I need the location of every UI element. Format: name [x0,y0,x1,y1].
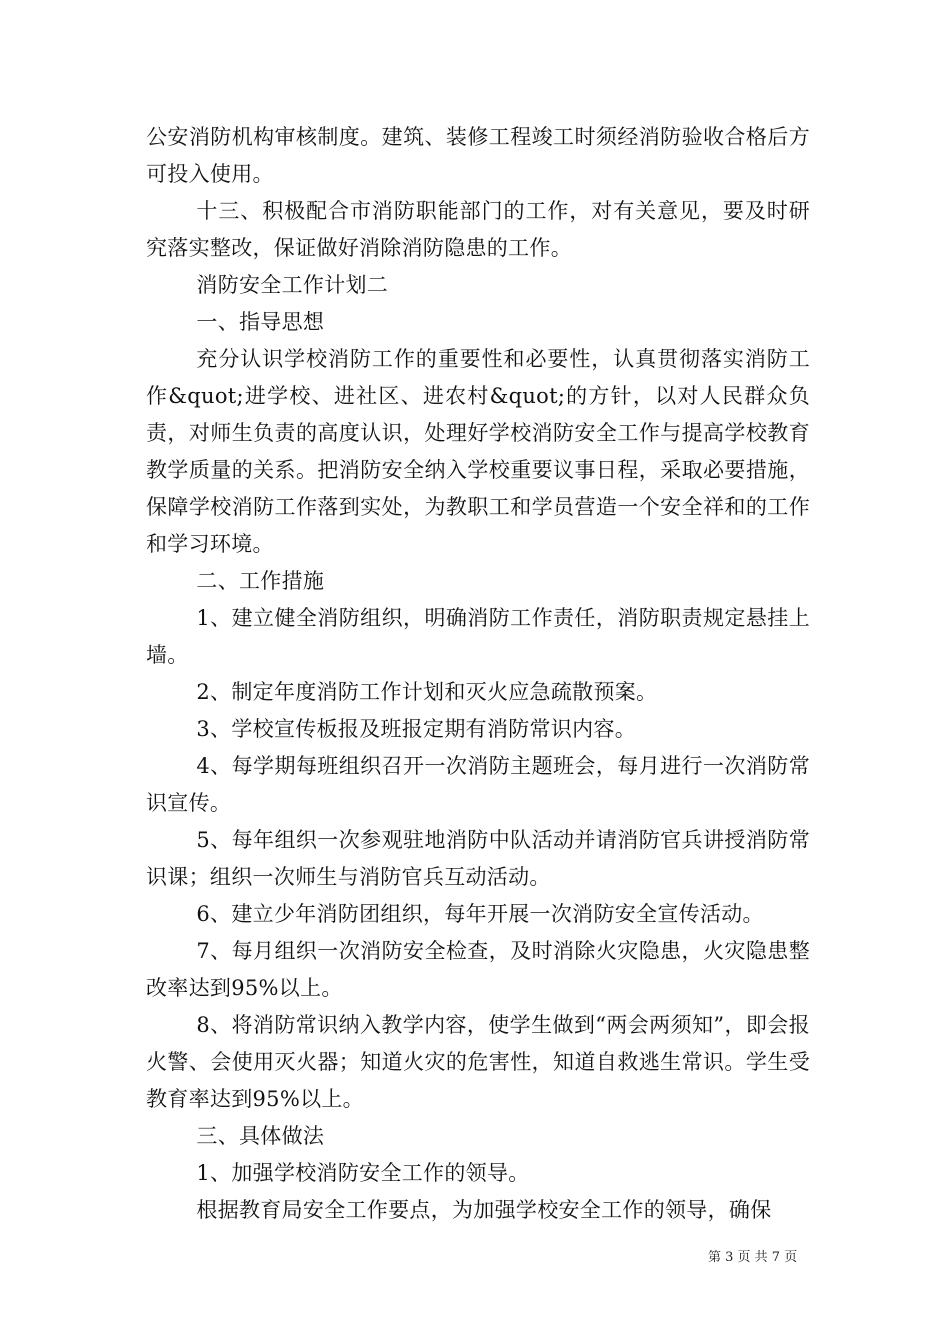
measure-item-8: 8、将消防常识纳入教学内容，使学生做到“两会两须知”，即会报火警、会使用灭火器；知道火灾的危害性，知道自救逃生常识。学生受教育率达到95%以上。 [146,1013,810,1111]
document-body [146,119,810,1229]
section-title: 消防安全工作计划二 [196,273,389,297]
page-number-footer: 第 3 页 共 7 页 [708,1250,798,1265]
paragraph-last: 根据教育局安全工作要点，为加强学校安全工作的领导，确保 [196,1198,772,1222]
heading-work-measures: 二、工作措施 [196,569,325,593]
measure-item-6: 6、建立少年消防团组织，每年开展一次消防安全宣传活动。 [196,902,764,926]
measure-item-3: 3、学校宣传板报及班报定期有消防常识内容。 [196,717,637,741]
measure-item-5: 5、每年组织一次参观驻地消防中队活动并请消防官兵讲授消防常识课；组织一次师生与消防官兵互动活动。 [146,828,810,889]
paragraph-1: 公安消防机构审核制度。建筑、装修工程竣工时须经消防验收合格后方可投入使用。 [146,125,810,186]
paragraph-2: 十三、积极配合市消防职能部门的工作，对有关意见，要及时研究落实整改，保证做好消除消防隐患的工作。 [146,199,810,260]
measure-item-1: 1、建立健全消防组织，明确消防工作责任，消防职责规定悬挂上墙。 [146,606,810,667]
measure-item-7: 7、每月组织一次消防安全检查，及时消除火灾隐患，火灾隐患整改率达到95%以上。 [146,939,810,1000]
measure-item-2: 2、制定年度消防工作计划和灭火应急疏散预案。 [196,680,658,704]
heading-specific-methods: 三、具体做法 [196,1124,325,1148]
method-item-1: 1、加强学校消防安全工作的领导。 [196,1161,530,1185]
measure-item-4: 4、每学期每班组织召开一次消防主题班会，每月进行一次消防常识宣传。 [146,754,810,815]
paragraph-guiding-thought: 充分认识学校消防工作的重要性和必要性，认真贯彻落实消防工作&quot;进学校、进社区、进农村&quot;的方针，以对人民群众负责，对师生负责的高度认识，处理好学校消防安全工作与提高学校教育教学质量的关系。把消防安全纳入学校重要议事日程，采取必要措施，保障学校消防工作落到实处，为教职工和学员营造一个安全祥和的工作和学习环境。 [146,347,810,556]
heading-guiding-thought: 一、指导思想 [196,310,325,334]
